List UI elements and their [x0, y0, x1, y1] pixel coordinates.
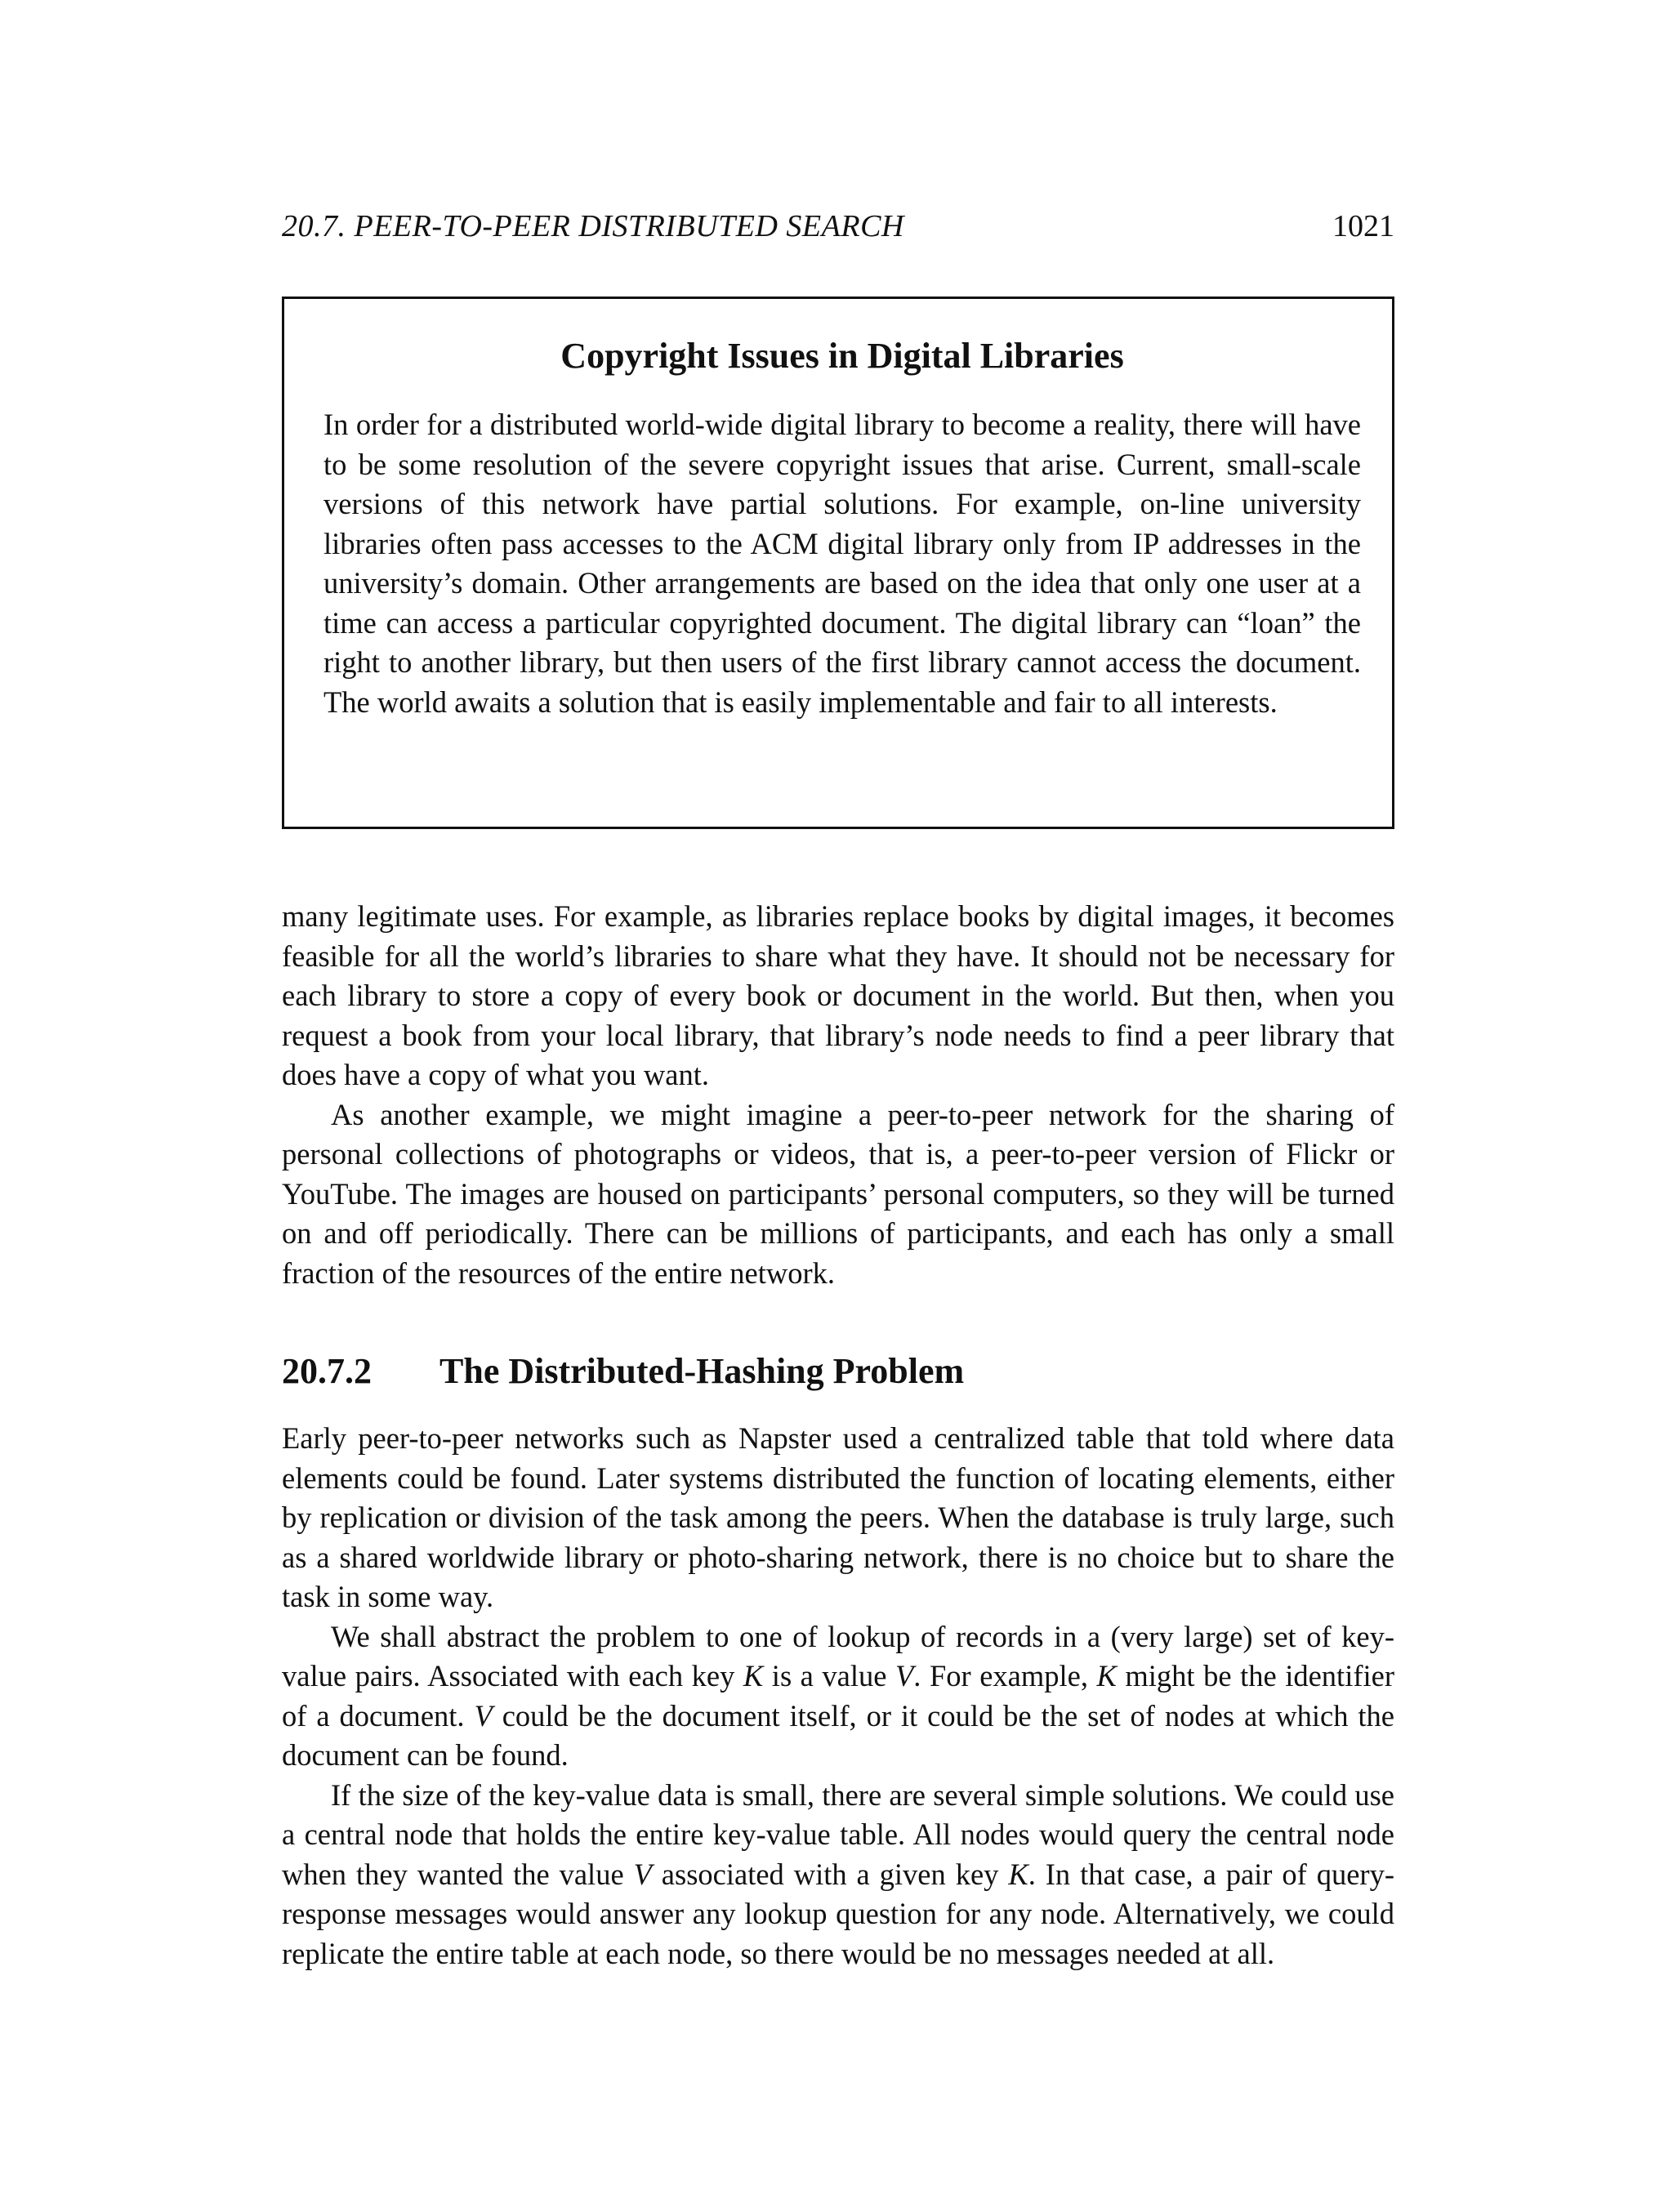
- page-number: 1021: [1332, 209, 1394, 243]
- text-run: associated with a given key: [651, 1857, 1009, 1891]
- sidebar-title: Copyright Issues in Digital Libraries: [560, 336, 1124, 376]
- body-paragraph-1: many legitimate uses. For example, as libraries replace books by digital images, it becomes feasible for all the world’s libraries to share what they have. It should not be necessary for each library to store a copy of every book or document in the world. But then, when you request a book from your local library, that library’s node needs to find a peer library that does have a copy of what you want.: [282, 899, 1394, 1091]
- math-variable-v: V: [895, 1659, 914, 1692]
- main-body-text: [282, 897, 1394, 1973]
- section-paragraph-3: [282, 1776, 1394, 1974]
- math-variable-v: V: [633, 1857, 652, 1891]
- text-run: . For example,: [913, 1659, 1097, 1692]
- section-paragraph-2: [282, 1617, 1394, 1776]
- text-run: could be the document itself, or it could be the set of nodes at which the document can be found.: [282, 1698, 1394, 1772]
- section-paragraph-1: Early peer-to-peer networks such as Napster used a centralized table that told where data elements could be found. Later systems distributed the function of locating elements, either by replication or division of the task among the peers. When the database is truly large, such as a shared worldwide library or photo-sharing network, there is no choice but to share the task in some way.: [282, 1421, 1394, 1613]
- book-page: [282, 0, 1394, 2212]
- running-header: [282, 206, 1394, 247]
- body-paragraph-2: As another example, we might imagine a peer-to-peer network for the sharing of personal collections of photographs or videos, that is, a peer-to-peer version of Flickr or YouTube. The images are housed on participants’ personal computers, so they will be turned on and off periodically. There can be millions of participants, and each has only a small fraction of the resources of the entire network.: [282, 1097, 1394, 1290]
- math-variable-k: K: [743, 1659, 764, 1692]
- text-run: We shall abstract the problem to one of lookup of records in a (very large) set of key-value pairs. Associated with each key: [282, 1619, 1394, 1692]
- running-head-title: 20.7. PEER-TO-PEER DISTRIBUTED SEARCH: [282, 209, 904, 243]
- sidebar-paragraph: In order for a distributed world-wide digital library to become a reality, there will have to be some resolution of the severe copyright issues that arise. Current, small-scale versions of this network have partial solutions. For example, on-line university libraries often pass accesses to the ACM digital library only from IP addresses in the university’s domain. Other arrangements are based on the idea that only one user at a time can access a particular copyrighted document. The digital library can “loan” the right to another library, but then users of the first library cannot access the document. The world awaits a solution that is easily implementable and fair to all interests.: [323, 408, 1361, 719]
- math-variable-v: V: [474, 1698, 493, 1733]
- text-run: might be the identifier of a document.: [282, 1659, 1394, 1733]
- text-run: is a value: [763, 1659, 895, 1692]
- text-run: . In that case, a pair of query-response messages would answer any lookup question for any node. Alternatively, we could replicate the entire table at each node, so there would be no messages needed at all.: [282, 1857, 1394, 1970]
- section-number: 20.7.2: [282, 1351, 372, 1391]
- math-variable-k: K: [1008, 1857, 1028, 1891]
- text-run: If the size of the key-value data is small, there are several simple solutions. We could use a central node that holds the entire key-value table. All nodes would query the central node when they wanted the value: [282, 1777, 1394, 1891]
- copyright-sidebar-box: [282, 297, 1394, 829]
- section-title: The Distributed-Hashing Problem: [439, 1351, 965, 1391]
- section-heading: [282, 1349, 1394, 1394]
- math-variable-k: K: [1096, 1659, 1117, 1692]
